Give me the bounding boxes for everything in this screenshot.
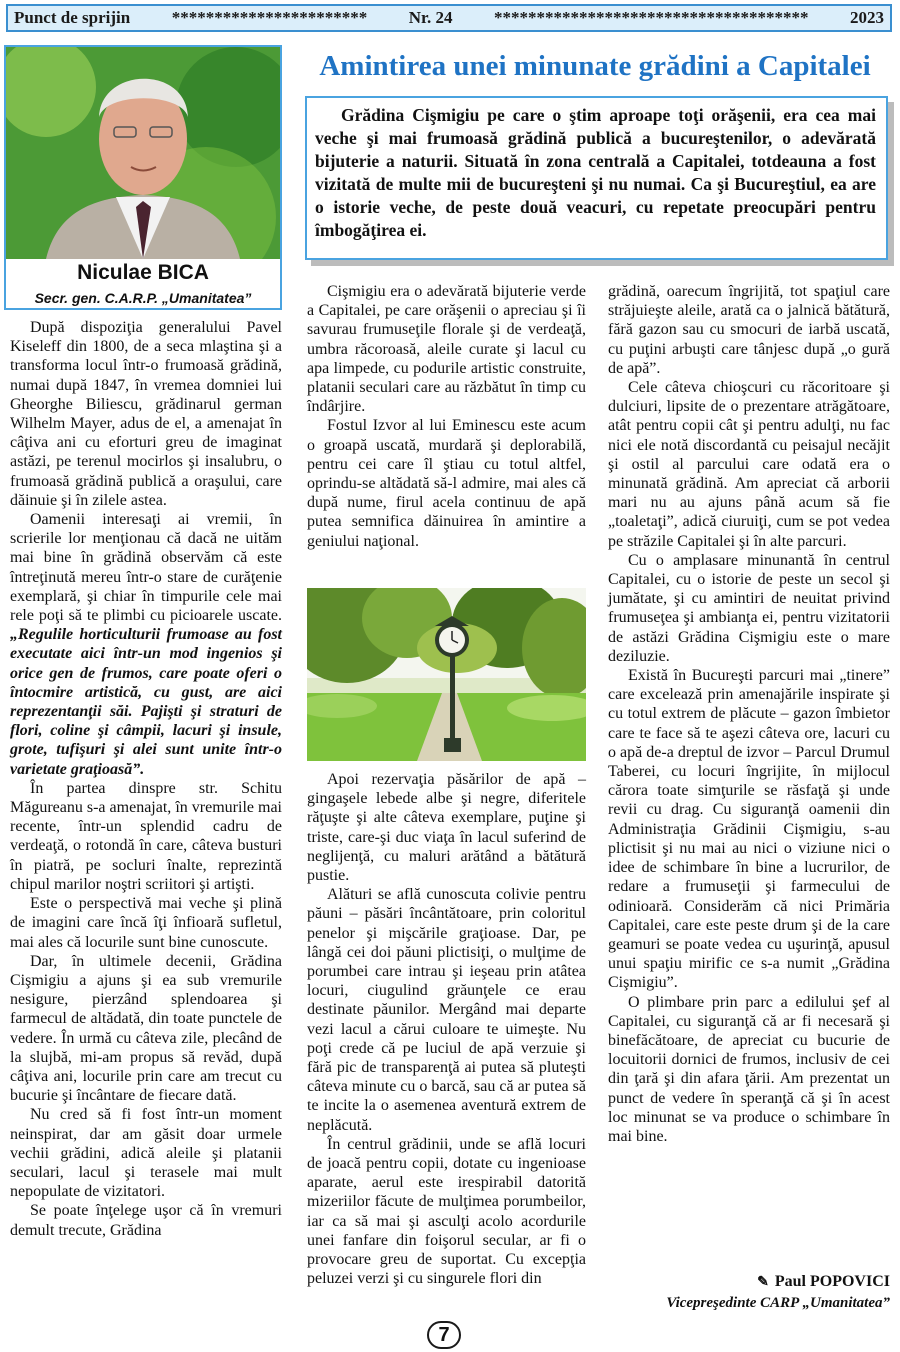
signature-name: Paul POPOVICI: [774, 1273, 890, 1290]
paragraph-text: Oamenii interesaţi ai vremii, în scrierile lor menţionau că dacă ne uităm mai bine în grădină observăm că este întreţinută mereu într-o stare de curăţenie exemplară, şi chiar în timpurile cele mai rele poţi să te plimbi cu picioarele uscate.: [10, 511, 282, 625]
paragraph: Cele câteva chioşcuri cu răcoritoare şi dulciuri, lipsite de o prezentare atrăgătoare, atât pentru copii cât şi pentru adulţi, nu fac nici ele notă discordantă cu peisajul necăjit şi ostil al parcului care odată era o minunată grădină. Am apreciat că arborii mari nu au ajuns până acum să fie „toaletaţi”, adică ciuruiţi, cum se pot vedea pe străzile Capitalei şi în alte parcuri.: [608, 379, 890, 550]
quote-text: „Regulile horticulturii frumoase au fost executate aici într-un mod ingenios şi orice gen de frumos, care poate oferi o întocmire artistică, cu gust, are aici reprezentanţii săi. Pajişti şi straturi de flori, coline şi câmpii, lacuri şi insule, grote, tufişuri şi alei sunt unite într-o varietate graţioasă”.: [10, 626, 282, 778]
paragraph: grădină, oarecum îngrijită, tot spaţiul care străjuieşte aleile, arată ca o jalnică bătătură, fără gazon sau cu smocuri de iarbă uscată, cu puţini arbuşti care tânjesc după „o gură de apă”.: [608, 283, 890, 377]
signature: [608, 1273, 890, 1291]
issue-year: 2023: [849, 8, 884, 27]
pen-icon: ✎: [757, 1275, 769, 1290]
column-3: [608, 282, 890, 1146]
paragraph: Alături se află cunoscuta colivie pentru păuni – păsări încântătoare, prin coloritul penelor şi mişcările graţioase. Dar, pe lângă cei doi păuni plictisiţi, o mulţime de porumbei care intrau şi ieşeau prin atâtea locuri, ciugulind grăunţele ce erau destinate păunilor. Mergând mai departe vezi lacul a cărui culoare te uimeşte. Nu poţi crede că pe luciul de apă verzuie şi fără pic de transparenţă ai putea să pluteşti câteva minute cu o barcă, sau că ar putea să te incite la o asemenea aventură extrem de neplăcută.: [307, 886, 586, 1134]
issue-number: Nr. 24: [408, 8, 453, 27]
author-name: Niculae BICA: [77, 261, 209, 284]
paragraph: Apoi rezervaţia păsărilor de apă – gingaşele lebede albe şi negre, diferitele răţuşte şi alte câteva exemplare, puţine şi triste, care-şi duc viaţa în lacul suferind de neglijenţă, cu maluri arătând a bătătură pustie.: [307, 771, 586, 885]
signature-role: Vicepreşedinte CARP „Umanitatea”: [666, 1295, 890, 1311]
paragraph: În partea dinspre str. Schitu Măgureanu s-a amenajat, în vremurile mai recente, într-un splendid cadru de verdeaţă, o rotondă în care, câteva busturi în piatră, pe socluri înalte, reprezintă chipul marilor noştri scriitori şi artişti.: [10, 779, 282, 893]
header-stars-right: *************************************: [493, 8, 809, 27]
paragraph: În centrul grădinii, unde se află locuri de joacă pentru copii, dotate cu ingenioase aparate, aerul este irespirabil datorită mizeriilor făcute de mulţimea porumbeilor, iar ca să mai şi asculţi acolo acordurile unei fanfare din foişorul secular, ar fi o provocare greu de suportat. Cu excepţia peluzei verzi şi cu singurele flori din: [307, 1135, 586, 1288]
column-2-top: [307, 282, 586, 551]
paragraph: Cişmigiu era o adevărată bijuterie verde a Capitalei, pe care orăşenii o apreciau şi îi savurau frumuseţile florale şi de verdeaţă, umbra răcoroasă, aleile curate şi lacul cu apa limpede, cu podurile artistic construite, platanii seculari care au răzbătut în timp cu îndârjire.: [307, 283, 586, 416]
column-1: [10, 318, 282, 1240]
paragraph: Fostul Izvor al lui Eminescu este acum o groapă uscată, murdară şi deplorabilă, pentru cei care îl ştiau cu totul altfel, oprindu-se altădată să-l admire, mai ales că după nume, firul acela continuu de apă putea semnifica dăinuirea în amintire a geniului naţional.: [307, 417, 586, 550]
garden-clock-photo: [307, 588, 586, 761]
author-box: [4, 45, 282, 310]
header-stars-left: ***********************: [171, 8, 368, 27]
paragraph: Se poate înţelege uşor că în vremuri demult trecute, Grădina: [10, 1202, 282, 1239]
paragraph: O plimbare prin parc a edilului şef al Capitalei, cu siguranţă că ar fi necesară şi binefăcătoare, de apreciat cu bucurie de locuitorii dornici de frumos, inclusiv de cei din ţară şi din afara ţării. Am prezentat un punct de vedere în speranţă că şi în acest loc minunat se va produce o schimbare în mai bine.: [608, 993, 890, 1145]
author-photo: [6, 47, 280, 259]
article-lead: Grădina Cişmigiu pe care o ştim aproape toţi orăşenii, era cea mai veche şi mai frumoasă grădină publică a bucureştenilor, o adevărată bijuterie a naturii. Situată în zona centrală a Capitalei, totdeauna a fost vizitată de multe mii de bucureşteni şi nu numai. Ca şi Bucureştiul, ea are o istorie veche, de peste două veacuri, cu repetate preocupări pentru îmbogăţirea ei.: [315, 105, 876, 240]
section-name: Punct de sprijin: [14, 8, 131, 27]
author-role: Secr. gen. C.A.R.P. „Umanitatea”: [34, 290, 252, 306]
paragraph: După dispoziţia generalului Pavel Kiseleff din 1800, de a seca mlaştina şi a transforma locul într-o frumoasă grădină, numai după 1847, în vremea domniei lui Gheorghe Biliescu, grădinarul german Wilhelm Mayer, adus de el, a amenajat în câţiva ani cu eforturi greu de imaginat astăzi, pe terenul mocirlos şi insalubru, o frumoasă grădină publică a oraşului, care dăinuie şi în zilele astea.: [10, 319, 282, 509]
page-header: [6, 4, 892, 32]
paragraph: Este o perspectivă mai veche şi plină de imagini care încă îţi înfioară sufletul, mai ales că locurile sunt bine cunoscute.: [10, 895, 282, 951]
paragraph: Dar, în ultimele decenii, Grădina Cişmigiu a ajuns şi ea sub vremurile nesigure, pierzând splendoarea şi farmecul de altădată, din toate punctele de vedere. În urmă cu câteva zile, plecând de la slujbă, mi-am propus să revăd, după câţiva ani, locurile prin care am trecut cu bucurie şi încântare de fiecare dată.: [10, 952, 282, 1105]
paragraph: Există în Bucureşti parcuri mai „tinere” care excelează prin amenajările inspirate şi cu totul extrem de plăcute – gazon îmbietor care te face să te aşezi câteva ore, lacuri cu o apă de-a dreptul de izvor – Parcul Drumul Taberei, cu locuri îngrijite, în mijlocul cărora toate simţurile se răsfaţă şi unde revii cu drag. Cu siguranţă oamenii din Administraţia Grădinii Cişmigiu, s-au plictisit şi nu mai au nici o viziune nici o idee de schimbare în bine a lucrurilor, de redare a frumuseţii şi farmecului de odinioară. Considerăm că nici Primăria Capitalei, care este peste drum şi de la care geamuri se poate vedea cu uşurinţă, apusul unui spaţiu mirific ce s-a numit „Grădina Cişmigiu”.: [608, 667, 890, 992]
page-number: 7: [427, 1321, 461, 1349]
article-title: Amintirea unei minunate grădini a Capitalei: [319, 50, 871, 82]
article-lead-box: [305, 96, 888, 260]
column-2-bottom: [307, 770, 586, 1288]
paragraph: Cu o amplasare minunantă în centrul Capitalei, cu o istorie de peste un secol şi jumătate, şi cu amintiri de neuitat privind frumuseţea şi ambianţa ei, pentru vizitatorii de astăzi Grădina Cişmigiu este o mare deziluzie.: [608, 551, 890, 665]
paragraph: Nu cred să fi fost într-un moment neinspirat, dar am găsit doar urmele vechii grădini, adică aleile şi platanii seculari, lacul şi terasele mai mult nepopulate de vizitatori.: [10, 1106, 282, 1201]
paragraph: [10, 510, 282, 779]
